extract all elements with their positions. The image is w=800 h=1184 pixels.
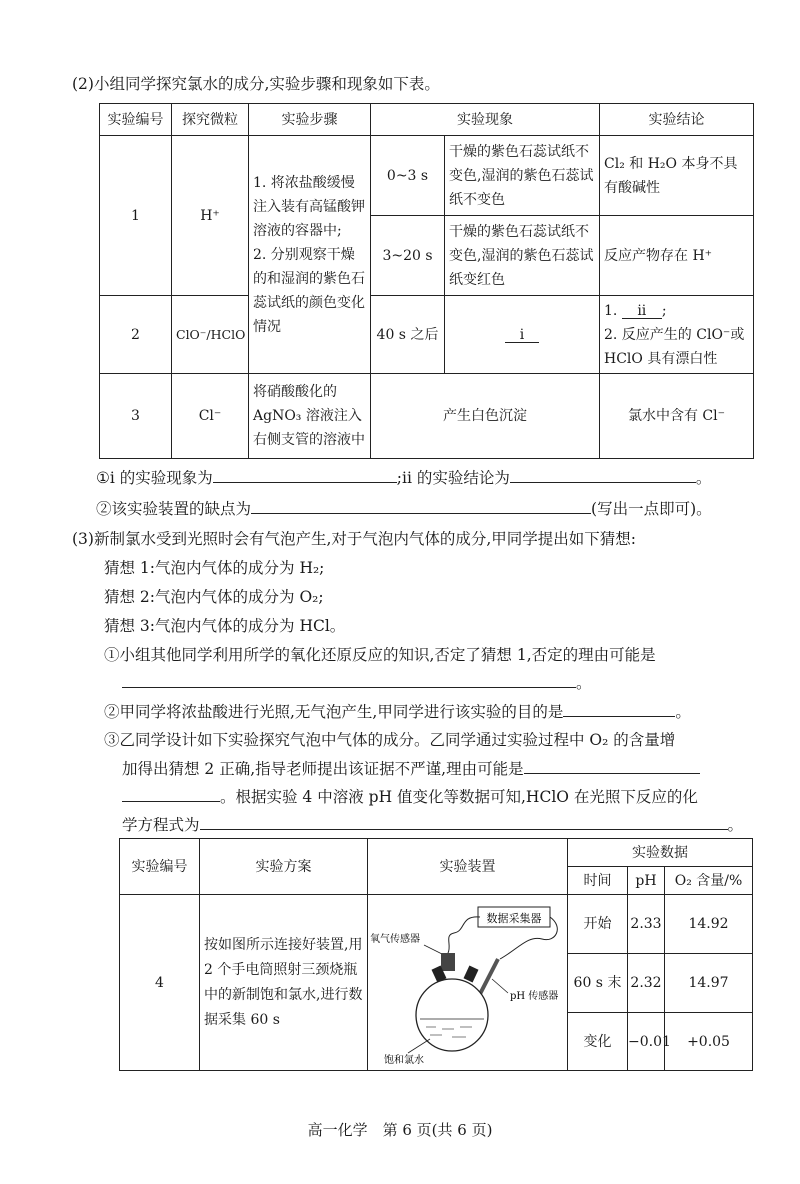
row1-observation-a: 干燥的紫色石蕊试纸不变色,湿润的紫色石蕊试纸不变色 [445, 136, 600, 216]
q3-item-3-line-2 [122, 757, 700, 779]
row1-conclusion-b: 反应产物存在 H⁺ [600, 216, 754, 296]
t2-row-change-time: 变化 [568, 1013, 628, 1071]
page-footer: 高一化学 第 6 页(共 6 页) [307, 1121, 493, 1139]
guess-3: 猜想 3:气泡内气体的成分为 HCl。 [104, 617, 346, 635]
q3-item-2-text: ②甲同学将浓盐酸进行光照,无气泡产生,甲同学进行该实验的目的是 [104, 703, 564, 721]
answer-blank-rigor[interactable] [524, 759, 700, 774]
row1-id: 1 [100, 136, 172, 296]
q2-item-1-text-a: ①i 的实验现象为 [96, 469, 213, 487]
q3-item-2 [104, 700, 691, 722]
row2-conclusion [600, 296, 754, 374]
row1-time-b: 3~20 s [371, 216, 445, 296]
answer-blank-rigor-cont[interactable] [122, 787, 220, 802]
row1-particle: H⁺ [172, 136, 249, 296]
t2-row-change-o2: +0.05 [665, 1013, 753, 1071]
header-steps: 实验步骤 [249, 104, 371, 136]
answer-blank-purpose[interactable] [563, 702, 675, 717]
q3-item-3-text-c: 。根据实验 4 中溶液 pH 值变化等数据可知,HClO 在光照下反应的化 [220, 788, 698, 806]
row2-time: 40 s 之后 [371, 296, 445, 374]
header-observation: 实验现象 [371, 104, 600, 136]
header-id: 实验编号 [100, 104, 172, 136]
t2-id: 4 [120, 895, 200, 1071]
q3-item-3-line-3 [122, 785, 698, 807]
apparatus-figure [368, 897, 566, 1069]
row3-id: 3 [100, 374, 172, 459]
row1-time-a: 0~3 s [371, 136, 445, 216]
row3-conclusion: 氯水中含有 Cl⁻ [600, 374, 754, 459]
q2-item-2 [96, 497, 712, 519]
row2-conclusion-1-end: ; [661, 302, 667, 319]
t2-row-end-o2: 14.97 [665, 954, 753, 1013]
q3-item-3-end: 。 [727, 816, 744, 834]
solution-label: 饱和氯水 [384, 1054, 424, 1066]
experiment-table-1 [99, 103, 754, 459]
q3-item-1: ①小组其他同学利用所学的氧化还原反应的知识,否定了猜想 1,否定的理由可能是 [104, 646, 656, 664]
q3-item-1-line [122, 671, 592, 693]
t2-header-ph: pH [628, 867, 665, 895]
row3-observation: 产生白色沉淀 [371, 374, 600, 459]
q3-item-3-line-4 [122, 813, 743, 835]
q2-intro: (2)小组同学探究氯水的成分,实验步骤和现象如下表。 [72, 75, 440, 93]
t2-row-start-ph: 2.33 [628, 895, 665, 954]
q2-item-1-end: 。 [695, 469, 712, 487]
t2-row-start-o2: 14.92 [665, 895, 753, 954]
t2-plan: 按如图所示连接好装置,用 2 个手电筒照射三颈烧瓶中的新制饱和氯水,进行数据采集 60 s [200, 895, 368, 1071]
q2-item-2-text: ②该实验装置的缺点为 [96, 500, 252, 518]
answer-blank-ii[interactable] [510, 468, 696, 483]
row1-observation-b: 干燥的紫色石蕊试纸不变色,湿润的紫色石蕊试纸变红色 [445, 216, 600, 296]
header-particle: 探究微粒 [172, 104, 249, 136]
t2-header-id: 实验编号 [120, 839, 200, 895]
row1-steps: 1. 将浓盐酸缓慢注入装有高锰酸钾溶液的容器中; 2. 分别观察干燥的和湿润的紫色石蕊试纸的颜色变化情况 [249, 136, 371, 374]
row3-particle: Cl⁻ [172, 374, 249, 459]
experiment-table-2 [119, 838, 753, 1071]
blank-ii[interactable]: ii [622, 304, 662, 319]
three-neck-flask [416, 979, 488, 1051]
row1-conclusion-a: Cl₂ 和 H₂O 本身不具有酸碱性 [600, 136, 754, 216]
t2-header-plan: 实验方案 [200, 839, 368, 895]
t2-row-change-ph: −0.01 [628, 1013, 665, 1071]
t2-header-time: 时间 [568, 867, 628, 895]
guess-1: 猜想 1:气泡内气体的成分为 H₂; [104, 559, 325, 577]
q3-intro: (3)新制氯水受到光照时会有气泡产生,对于气泡内气体的成分,甲同学提出如下猜想: [72, 530, 637, 548]
t2-header-data: 实验数据 [568, 839, 753, 867]
t2-header-o2: O₂ 含量/% [665, 867, 753, 895]
q2-item-1 [96, 466, 711, 488]
t2-row-start-time: 开始 [568, 895, 628, 954]
answer-blank-i[interactable] [213, 468, 397, 483]
blank-i[interactable]: i [505, 328, 539, 343]
q3-item-2-end: 。 [675, 703, 691, 721]
row2-id: 2 [100, 296, 172, 374]
t2-row-end-ph: 2.32 [628, 954, 665, 1013]
row2-observation [445, 296, 600, 374]
answer-blank-equation[interactable] [200, 815, 728, 830]
q3-item-1-end: 。 [576, 674, 592, 692]
q3-item-3-line-1: ③乙同学设计如下实验探究气泡中气体的成分。乙同学通过实验过程中 O₂ 的含量增 [104, 731, 676, 749]
o2-sensor [441, 953, 455, 971]
o2-sensor-label: 氧气传感器 [370, 933, 420, 945]
t2-row-end-time: 60 s 末 [568, 954, 628, 1013]
row3-steps: 将硝酸酸化的 AgNO₃ 溶液注入右侧支管的溶液中 [249, 374, 371, 459]
q3-item-3-text-d: 学方程式为 [122, 816, 200, 834]
guess-2: 猜想 2:气泡内气体的成分为 O₂; [104, 588, 324, 606]
answer-blank-reason[interactable] [122, 673, 576, 688]
t2-apparatus-cell [368, 895, 568, 1071]
answer-blank-defect[interactable] [251, 499, 591, 514]
t2-header-apparatus: 实验装置 [368, 839, 568, 895]
ph-sensor-label: pH 传感器 [510, 990, 559, 1002]
q3-item-3-text-b: 加得出猜想 2 正确,指导老师提出该证据不严谨,理由可能是 [122, 760, 524, 778]
collector-label: 数据采集器 [486, 911, 542, 925]
row2-conclusion-2: 2. 反应产生的 ClO⁻或 HClO 具有漂白性 [604, 326, 745, 367]
q2-item-2-end: (写出一点即可)。 [591, 500, 712, 518]
row2-conclusion-1-label: 1. [604, 302, 618, 319]
header-conclusion: 实验结论 [600, 104, 754, 136]
row2-particle: ClO⁻/HClO [172, 296, 249, 374]
q2-item-1-text-b: ;ii 的实验结论为 [396, 469, 510, 487]
